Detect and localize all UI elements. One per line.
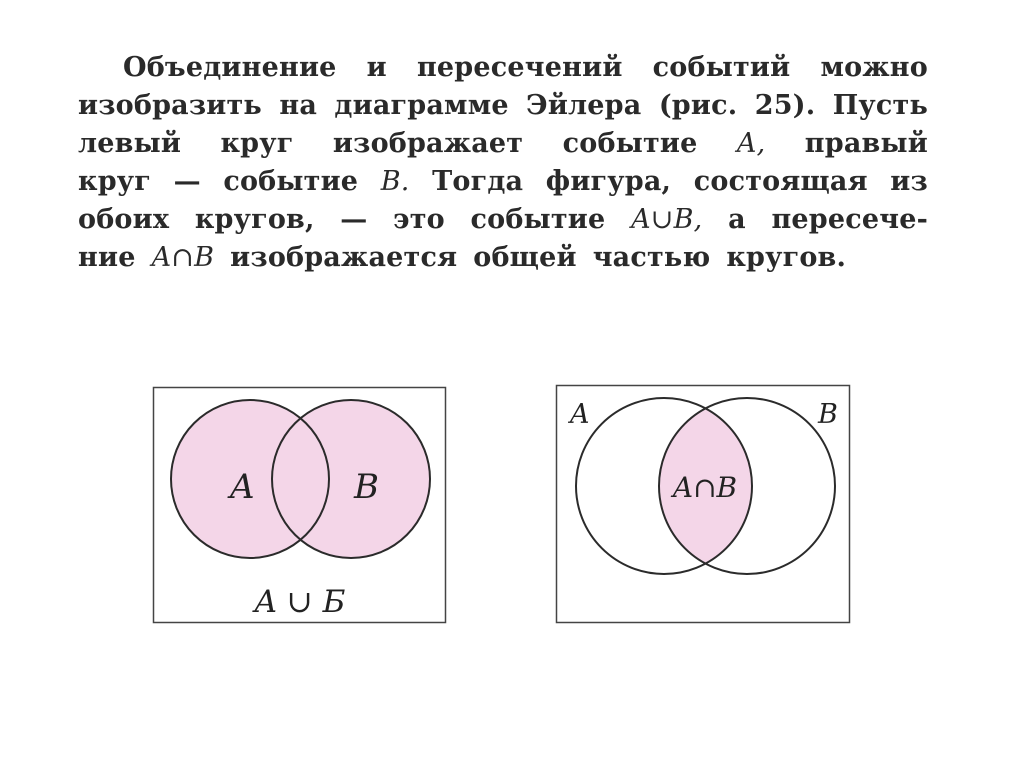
- word: изображается: [230, 242, 458, 273]
- word: —: [340, 204, 368, 235]
- word: кругов,: [194, 204, 315, 235]
- intersection-venn-diagram: [555, 384, 851, 624]
- paragraph-line-4: [78, 166, 928, 204]
- word: правый: [804, 128, 928, 159]
- word: диаграмме: [334, 90, 509, 121]
- intersection-label: A∩B: [672, 471, 738, 504]
- word: состоящая: [693, 166, 868, 197]
- circle-b-label: B: [354, 467, 379, 507]
- word: можно: [820, 52, 928, 83]
- math-expression: A∩B: [151, 242, 215, 273]
- word: кругов.: [726, 242, 847, 273]
- word: изображает: [332, 128, 524, 159]
- word: а: [728, 204, 746, 235]
- paragraph-line-3: [78, 128, 928, 166]
- paragraph-line-6: [78, 242, 928, 280]
- word: событие: [223, 166, 359, 197]
- word: пересечений: [416, 52, 623, 83]
- word: —: [173, 166, 201, 197]
- word: событие: [562, 128, 698, 159]
- union-caption: A ∪ Б: [254, 584, 346, 620]
- word: изобразить: [78, 90, 262, 121]
- word: пересече-: [771, 204, 928, 235]
- word: частью: [592, 242, 711, 273]
- paragraph-line-5: [78, 204, 928, 242]
- word: круг: [78, 166, 152, 197]
- set-b-label: B: [818, 399, 838, 430]
- math-symbol: B.: [380, 166, 410, 197]
- word: Пусть: [832, 90, 928, 121]
- circle-a-label: A: [230, 467, 255, 507]
- word: 25).: [754, 90, 816, 121]
- word: событие: [470, 204, 606, 235]
- word: (рис.: [658, 90, 738, 121]
- word: левый: [78, 128, 182, 159]
- word: на: [279, 90, 318, 121]
- word: событий: [652, 52, 791, 83]
- word: и: [366, 52, 387, 83]
- word: Тогда: [432, 166, 524, 197]
- paragraph: [78, 52, 928, 280]
- word: ние: [78, 242, 136, 273]
- math-symbol: A,: [736, 128, 766, 159]
- word: круг: [220, 128, 294, 159]
- word: из: [890, 166, 928, 197]
- paragraph-line-1: [78, 52, 928, 90]
- word: Эйлера: [526, 90, 642, 121]
- paragraph-line-2: [78, 90, 928, 128]
- word: фигура,: [545, 166, 672, 197]
- union-venn-diagram: [152, 386, 447, 624]
- set-a-label: A: [570, 399, 590, 430]
- word: общей: [473, 242, 577, 273]
- word: это: [393, 204, 445, 235]
- word: Объединение: [123, 52, 337, 83]
- math-expression: A∪B,: [631, 204, 703, 235]
- word: обоих: [78, 204, 170, 235]
